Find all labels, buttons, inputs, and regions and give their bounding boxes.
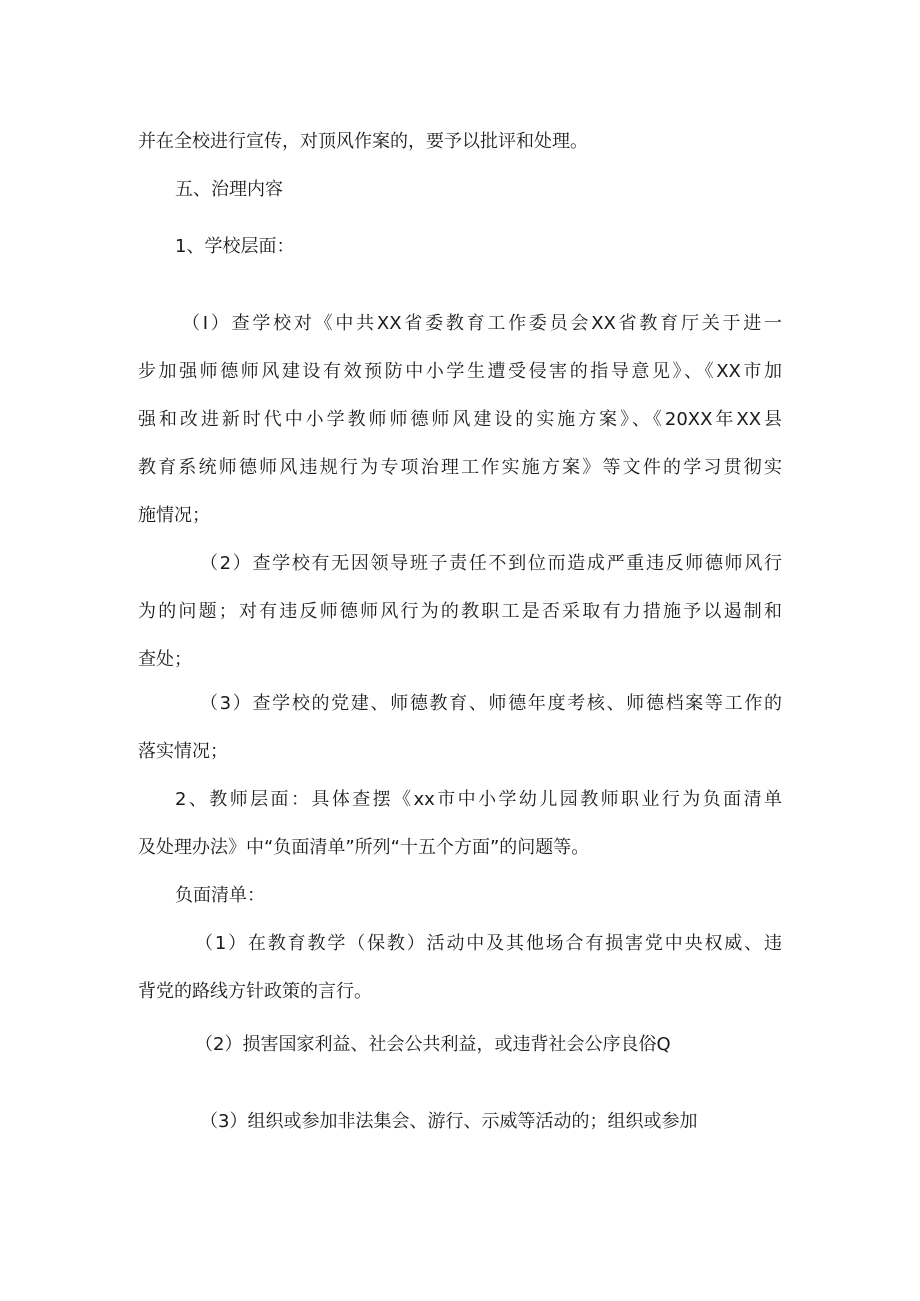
paragraph-line: 为的问题；对有违反师德师风行为的教职工是否采取有力措施予以遏制和 — [138, 601, 782, 622]
paragraph-line: 2、教师层面：具体查摆《xx市中小学幼儿园教师职业行为负面清单 — [175, 789, 782, 810]
subsection-heading: 1、学校层面： — [175, 236, 295, 257]
paragraph-line: （I）查学校对《中共XX省委教育工作委员会XX省教育厅关于进一 — [182, 313, 782, 334]
paragraph-line: 查处； — [138, 649, 192, 670]
paragraph-line: 强和改进新时代中小学教师师德师风建设的实施方案》、《20XX年XX县 — [138, 409, 782, 430]
paragraph-line: 背党的路线方针政策的言行。 — [138, 981, 372, 1002]
paragraph-line: 步加强师德师风建设有效预防中小学生遭受侵害的指导意见》、《XX市加 — [138, 361, 782, 382]
paragraph-line: 及处理办法》中“负面清单”所列“十五个方面”的问题等。 — [138, 837, 590, 858]
paragraph-line: （2）损害国家利益、社会公共利益，或违背社会公序良俗Q — [195, 1034, 671, 1055]
list-heading: 负面清单： — [175, 885, 265, 906]
section-heading: 五、治理内容 — [175, 179, 283, 200]
paragraph-line: （3）组织或参加非法集会、游行、示威等活动的；组织或参加 — [200, 1111, 698, 1132]
paragraph-line: 落实情况； — [138, 741, 228, 762]
paragraph-line: （1）在教育教学（保教）活动中及其他场合有损害党中央权威、违 — [195, 933, 782, 954]
paragraph-line: （2）查学校有无因领导班子责任不到位而造成严重违反师德师风行 — [200, 553, 782, 574]
paragraph-line: 并在全校进行宣传，对顶风作案的，要予以批评和处理。 — [138, 131, 588, 152]
paragraph-line: 教育系统师德师风违规行为专项治理工作实施方案》等文件的学习贯彻实 — [138, 457, 782, 478]
paragraph-line: 施情况； — [138, 505, 210, 526]
paragraph-line: （3）查学校的党建、师德教育、师德年度考核、师德档案等工作的 — [200, 693, 782, 714]
